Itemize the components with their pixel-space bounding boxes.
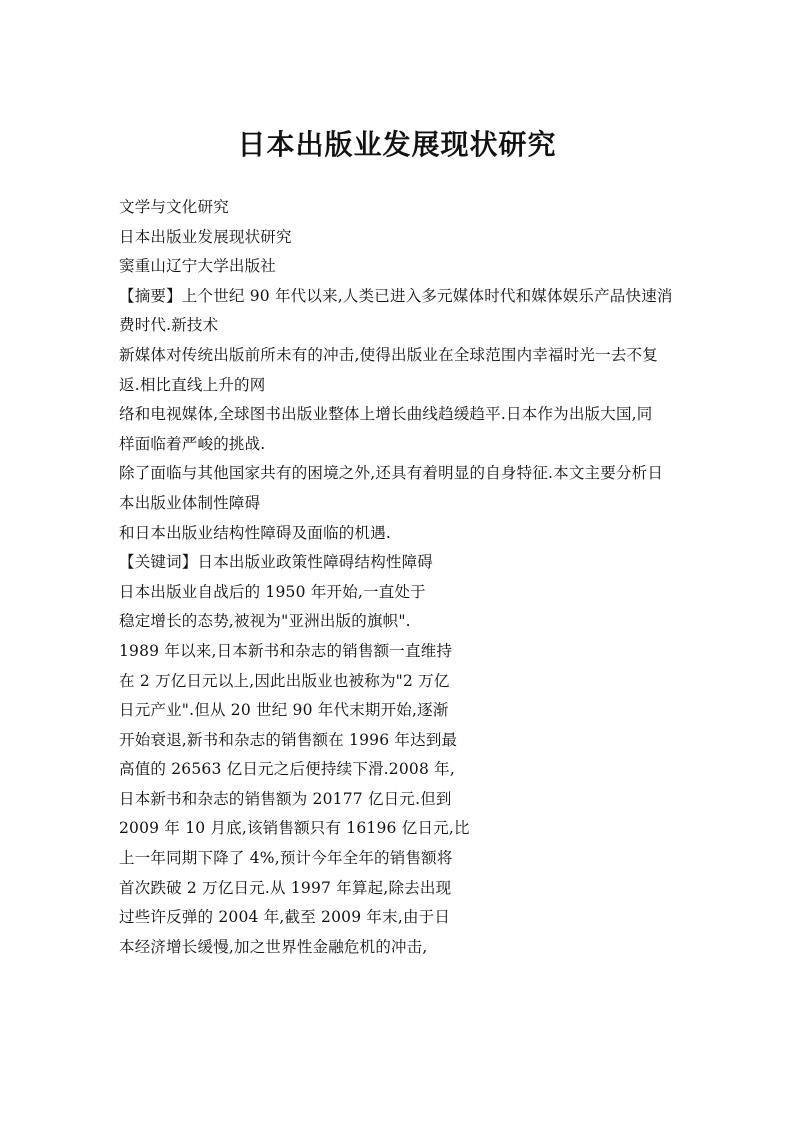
text-line: 高值的 26563 亿日元之后便持续下滑.2008 年, — [119, 760, 455, 779]
text-line: 除了面临与其他国家共有的困境之外,还具有着明显的自身特征.本文主要分析日 — [119, 464, 664, 483]
text-line: 日本出版业自战后的 1950 年开始,一直处于 — [119, 582, 426, 601]
text-line: 【摘要】上个世纪 90 年代以来,人类已进入多元媒体时代和媒体娱乐产品快速消 — [119, 286, 673, 305]
text-line: 本出版业体制性障碍 — [119, 493, 261, 512]
text-line: 文学与文化研究 — [119, 198, 229, 216]
document-body — [119, 193, 679, 962]
text-line: 本经济增长缓慢,加之世界性金融危机的冲击, — [119, 937, 428, 956]
document-title: 日本出版业发展现状研究 — [237, 128, 557, 161]
text-line: 窦重山辽宁大学出版社 — [119, 257, 277, 276]
text-line: 日元产业".但从 20 世纪 90 年代末期开始,逐渐 — [119, 701, 449, 720]
text-line: 2009 年 10 月底,该销售额只有 16196 亿日元,比 — [119, 819, 470, 838]
text-line: 过些许反弹的 2004 年,截至 2009 年末,由于日 — [119, 908, 451, 927]
text-line: 【关键词】日本出版业政策性障碍结构性障碍 — [119, 553, 434, 572]
text-line: 费时代.新技术 — [119, 316, 219, 335]
text-line: 新媒体对传统出版前所未有的冲击,使得出版业在全球范围内幸福时光一去不复 — [119, 345, 658, 364]
text-line: 络和电视媒体,全球图书出版业整体上增长曲线趋缓趋平.日本作为出版大国,同 — [119, 405, 653, 424]
text-line: 样面临着严峻的挑战. — [119, 434, 266, 453]
text-line: 日本新书和杂志的销售额为 20177 亿日元.但到 — [119, 789, 452, 808]
text-line: 稳定增长的态势,被视为"亚洲出版的旗帜". — [119, 612, 411, 631]
text-line: 日本出版业发展现状研究 — [119, 227, 292, 246]
text-line: 返.相比直线上升的网 — [119, 375, 266, 394]
text-line: 开始衰退,新书和杂志的销售额在 1996 年达到最 — [119, 730, 458, 749]
text-line: 1989 年以来,日本新书和杂志的销售额一直维持 — [119, 641, 453, 660]
text-line: 首次跌破 2 万亿日元.从 1997 年算起,除去出现 — [119, 878, 452, 897]
text-line: 和日本出版业结构性障碍及面临的机遇. — [119, 523, 392, 542]
text-line: 在 2 万亿日元以上,因此出版业也被称为"2 万亿 — [119, 671, 450, 690]
text-line: 上一年同期下降了 4%,预计今年全年的销售额将 — [119, 849, 453, 868]
